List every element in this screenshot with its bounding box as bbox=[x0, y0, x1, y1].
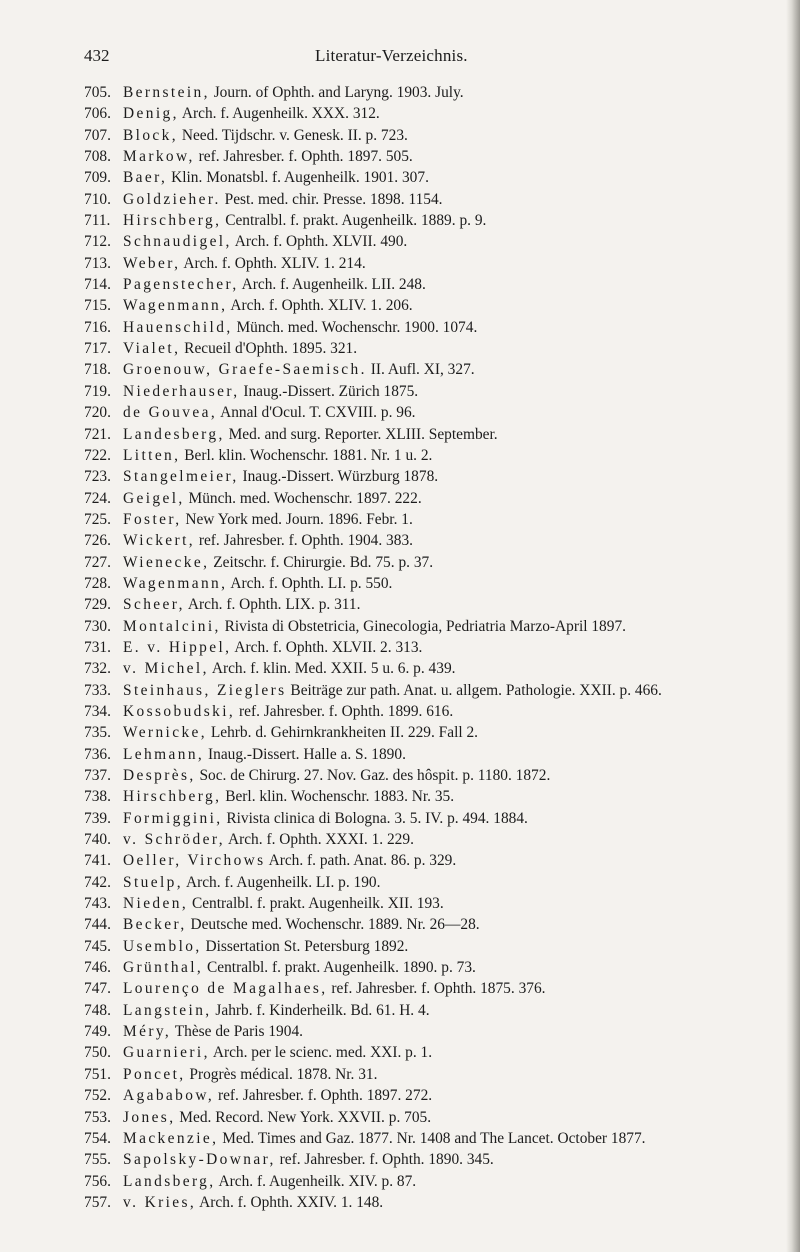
entry-number: 712. bbox=[84, 233, 111, 251]
entry-citation: Arch. f. klin. Med. XXII. 5 u. 6. p. 439. bbox=[208, 660, 456, 678]
entry-citation: ref. Jahresber. f. Ophth. 1890. 345. bbox=[275, 1151, 494, 1169]
entry-text bbox=[123, 978, 546, 999]
entry-citation: Centralbl. f. prakt. Augenheilk. 1890. p. 73. bbox=[203, 959, 476, 977]
bibliography-entry bbox=[0, 424, 800, 445]
entry-citation: Inaug.-Dissert. Würzburg 1878. bbox=[238, 468, 439, 486]
entry-number: 735. bbox=[84, 724, 111, 742]
entry-number: 716. bbox=[84, 318, 111, 336]
entry-number: 750. bbox=[84, 1044, 111, 1062]
bibliography-entry bbox=[0, 189, 800, 210]
bibliography-entry bbox=[0, 658, 800, 679]
entry-author: Wagenmann, bbox=[123, 574, 228, 592]
entry-text bbox=[123, 786, 454, 807]
entry-citation: ref. Jahresber. f. Ophth. 1904. 383. bbox=[195, 532, 413, 550]
bibliography-entry bbox=[0, 893, 800, 914]
entry-text bbox=[123, 658, 456, 679]
entry-author: Niederhauser, bbox=[123, 382, 240, 400]
bibliography-entry bbox=[0, 402, 800, 423]
entry-text bbox=[123, 530, 413, 551]
bibliography-entry bbox=[0, 317, 800, 338]
entry-number: 717. bbox=[84, 340, 111, 358]
entry-text bbox=[123, 744, 406, 765]
bibliography-entry bbox=[0, 445, 800, 466]
entry-text bbox=[123, 1107, 431, 1128]
entry-number: 754. bbox=[84, 1129, 111, 1147]
bibliography-entry bbox=[0, 530, 800, 551]
entry-author: Block, bbox=[123, 126, 179, 144]
entry-author: Pagenstecher, bbox=[123, 276, 239, 294]
entry-number: 742. bbox=[84, 873, 111, 891]
bibliography-entry bbox=[0, 786, 800, 807]
entry-author: v. Schröder, bbox=[123, 831, 225, 849]
entry-author: Méry, bbox=[123, 1023, 172, 1041]
entry-citation: Arch. f. Ophth. XXXI. 1. 229. bbox=[224, 831, 414, 849]
bibliography-entry bbox=[0, 808, 800, 829]
entry-text bbox=[123, 552, 433, 573]
bibliography-entry bbox=[0, 829, 800, 850]
entry-number: 725. bbox=[84, 510, 111, 528]
entry-text bbox=[123, 274, 426, 295]
entry-number: 726. bbox=[84, 532, 111, 550]
entry-citation: Deutsche med. Wochenschr. 1889. Nr. 26—28. bbox=[186, 916, 480, 934]
entry-author: Groenouw, Graefe-Saemisch. bbox=[123, 361, 367, 379]
entry-author: Becker, bbox=[123, 916, 187, 934]
entry-text bbox=[123, 146, 413, 167]
entry-number: 745. bbox=[84, 937, 111, 955]
entry-text bbox=[123, 808, 528, 829]
bibliography-entry bbox=[0, 1085, 800, 1106]
entry-number: 730. bbox=[84, 617, 111, 635]
bibliography-entry bbox=[0, 744, 800, 765]
entry-text bbox=[123, 125, 408, 146]
entry-number: 718. bbox=[84, 361, 111, 379]
bibliography-entry bbox=[0, 295, 800, 316]
bibliography-list bbox=[0, 82, 800, 1213]
entry-number: 728. bbox=[84, 574, 111, 592]
entry-text bbox=[123, 82, 464, 103]
entry-text bbox=[123, 722, 478, 743]
entry-author: Weber, bbox=[123, 254, 181, 272]
entry-text bbox=[123, 466, 438, 487]
entry-number: 744. bbox=[84, 916, 111, 934]
entry-author: Langstein, bbox=[123, 1001, 212, 1019]
entry-text bbox=[123, 914, 480, 935]
entry-citation: Münch. med. Wochenschr. 1900. 1074. bbox=[232, 318, 478, 336]
entry-number: 723. bbox=[84, 468, 111, 486]
entry-text bbox=[123, 103, 380, 124]
entry-number: 720. bbox=[84, 404, 111, 422]
entry-text bbox=[123, 829, 414, 850]
entry-number: 722. bbox=[84, 446, 111, 464]
entry-author: v. Kries, bbox=[123, 1193, 197, 1211]
bibliography-entry bbox=[0, 1149, 800, 1170]
entry-text bbox=[123, 1064, 377, 1085]
bibliography-entry bbox=[0, 146, 800, 167]
bibliography-entry bbox=[0, 1192, 800, 1213]
entry-text bbox=[123, 424, 498, 445]
entry-citation: II. Aufl. XI, 327. bbox=[366, 361, 475, 379]
entry-number: 715. bbox=[84, 297, 111, 315]
entry-number: 734. bbox=[84, 702, 111, 720]
bibliography-entry bbox=[0, 1107, 800, 1128]
entry-author: Lourenço de Magalhaes, bbox=[123, 980, 328, 998]
entry-number: 727. bbox=[84, 553, 111, 571]
bibliography-entry bbox=[0, 381, 800, 402]
entry-text bbox=[123, 295, 413, 316]
entry-citation: Arch. f. Ophth. LIX. p. 311. bbox=[184, 596, 361, 614]
entry-citation: Soc. de Chirurg. 27. Nov. Gaz. des hôspit. p. 1180. 1872. bbox=[195, 767, 551, 784]
entry-author: Guarnieri, bbox=[123, 1044, 210, 1062]
bibliography-entry bbox=[0, 1171, 800, 1192]
entry-text bbox=[123, 573, 392, 594]
entry-number: 747. bbox=[84, 980, 111, 998]
entry-text bbox=[123, 637, 422, 658]
entry-citation: Med. Times and Gaz. 1877. Nr. 1408 and The Lancet. October 1877. bbox=[218, 1129, 646, 1147]
running-title: Literatur-Verzeichnis. bbox=[315, 46, 468, 65]
bibliography-entry bbox=[0, 1064, 800, 1085]
entry-author: Hauenschild, bbox=[123, 318, 233, 336]
bibliography-entry bbox=[0, 616, 800, 637]
entry-citation: Arch. f. Ophth. XLIV. 1. 206. bbox=[227, 297, 413, 315]
entry-number: 705. bbox=[84, 84, 111, 101]
entry-citation: Zeitschr. f. Chirurgie. Bd. 75. p. 37. bbox=[209, 553, 434, 571]
entry-text bbox=[123, 1149, 494, 1170]
entry-number: 710. bbox=[84, 190, 111, 208]
entry-number: 741. bbox=[84, 852, 111, 870]
bibliography-entry bbox=[0, 509, 800, 530]
entry-citation: New York med. Journ. 1896. Febr. 1. bbox=[181, 510, 413, 528]
entry-number: 719. bbox=[84, 382, 111, 400]
entry-text bbox=[123, 253, 366, 274]
entry-citation: Need. Tijdschr. v. Genesk. II. p. 723. bbox=[178, 126, 408, 144]
entry-citation: Inaug.-Dissert. Zürich 1875. bbox=[239, 382, 419, 400]
entry-author: Hirschberg, bbox=[123, 212, 222, 230]
bibliography-entry bbox=[0, 957, 800, 978]
entry-citation: ref. Jahresber. f. Ophth. 1899. 616. bbox=[235, 702, 454, 720]
entry-number: 707. bbox=[84, 126, 111, 144]
entry-author: Mackenzie, bbox=[123, 1129, 219, 1147]
entry-citation: Annal d'Ocul. T. CXVIII. p. 96. bbox=[217, 404, 416, 422]
entry-citation: Dissertation St. Petersburg 1892. bbox=[201, 937, 409, 955]
entry-author: Baer, bbox=[123, 169, 168, 187]
entry-number: 724. bbox=[84, 489, 111, 507]
entry-author: Wernicke, bbox=[123, 724, 208, 742]
entry-author: Bernstein, bbox=[123, 84, 210, 101]
entry-number: 711. bbox=[84, 212, 111, 230]
entry-number: 737. bbox=[84, 767, 111, 784]
bibliography-entry bbox=[0, 722, 800, 743]
entry-author: Jones, bbox=[123, 1108, 176, 1126]
bibliography-entry bbox=[0, 103, 800, 124]
bibliography-entry bbox=[0, 125, 800, 146]
entry-number: 736. bbox=[84, 745, 111, 763]
entry-text bbox=[123, 359, 475, 380]
bibliography-entry bbox=[0, 637, 800, 658]
entry-text bbox=[123, 936, 408, 957]
entry-citation: Med. and surg. Reporter. XLIII. September. bbox=[224, 425, 498, 443]
entry-text bbox=[123, 893, 444, 914]
entry-number: 751. bbox=[84, 1065, 111, 1083]
entry-number: 740. bbox=[84, 831, 111, 849]
entry-author: Geigel, bbox=[123, 489, 185, 507]
entry-text bbox=[123, 338, 357, 359]
bibliography-entry bbox=[0, 850, 800, 871]
entry-text bbox=[123, 210, 486, 231]
entry-author: Sapolsky-Downar, bbox=[123, 1151, 276, 1169]
entry-citation: Inaug.-Dissert. Halle a. S. 1890. bbox=[204, 745, 406, 763]
entry-text bbox=[123, 701, 453, 722]
entry-number: 746. bbox=[84, 959, 111, 977]
entry-author: Denig, bbox=[123, 105, 179, 123]
entry-citation: Arch. f. path. Anat. 86. p. 329. bbox=[265, 852, 457, 870]
entry-text bbox=[123, 231, 407, 252]
entry-citation: Recueil d'Ophth. 1895. 321. bbox=[180, 340, 358, 358]
entry-number: 755. bbox=[84, 1151, 111, 1169]
entry-citation: ref. Jahresber. f. Ophth. 1897. 505. bbox=[194, 148, 413, 166]
bibliography-entry bbox=[0, 82, 800, 103]
entry-author: Goldzieher. bbox=[123, 190, 221, 208]
entry-author: Wickert, bbox=[123, 532, 195, 550]
entry-citation: Arch. f. Ophth. XXIV. 1. 148. bbox=[196, 1193, 384, 1211]
bibliography-entry bbox=[0, 210, 800, 231]
entry-citation: Arch. f. Ophth. XLVII. 2. 313. bbox=[231, 638, 423, 656]
entry-citation: Progrès médical. 1878. Nr. 31. bbox=[185, 1065, 378, 1083]
entry-author: Litten, bbox=[123, 446, 181, 464]
entry-text bbox=[123, 1000, 430, 1021]
entry-author: Montalcini, bbox=[123, 617, 221, 635]
entry-number: 749. bbox=[84, 1023, 111, 1041]
bibliography-entry bbox=[0, 1000, 800, 1021]
entry-citation: Journ. of Ophth. and Laryng. 1903. July. bbox=[209, 84, 464, 101]
entry-citation: Lehrb. d. Gehirnkrankheiten II. 229. Fall 2. bbox=[207, 724, 479, 742]
bibliography-entry bbox=[0, 978, 800, 999]
entry-author: Foster, bbox=[123, 510, 182, 528]
entry-text bbox=[123, 1042, 432, 1063]
bibliography-entry bbox=[0, 359, 800, 380]
bibliography-entry bbox=[0, 1128, 800, 1149]
entry-text bbox=[123, 317, 477, 338]
entry-author: Formiggini, bbox=[123, 809, 223, 827]
entry-author: Hirschberg, bbox=[123, 788, 222, 806]
entry-text bbox=[123, 1192, 383, 1213]
entry-text bbox=[123, 167, 429, 188]
entry-author: Stangelmeier, bbox=[123, 468, 239, 486]
entry-citation: Pest. med. chir. Presse. 1898. 1154. bbox=[220, 190, 443, 208]
entry-author: Wagenmann, bbox=[123, 297, 228, 315]
entry-author: Nieden, bbox=[123, 895, 189, 913]
entry-author: Scheer, bbox=[123, 596, 185, 614]
entry-citation: Arch. f. Augenheilk. XIV. p. 87. bbox=[215, 1172, 417, 1190]
entry-number: 713. bbox=[84, 254, 111, 272]
entry-citation: Klin. Monatsbl. f. Augenheilk. 1901. 307. bbox=[167, 169, 429, 187]
entry-citation: Med. Record. New York. XXVII. p. 705. bbox=[175, 1108, 432, 1126]
entry-number: 709. bbox=[84, 169, 111, 187]
entry-number: 714. bbox=[84, 276, 111, 294]
entry-citation: Centralbl. f. prakt. Augenheilk. 1889. p. 9. bbox=[221, 212, 487, 230]
bibliography-entry bbox=[0, 936, 800, 957]
bibliography-entry bbox=[0, 914, 800, 935]
entry-author: v. Michel, bbox=[123, 660, 209, 678]
entry-text bbox=[123, 872, 380, 893]
entry-text bbox=[123, 616, 626, 637]
entry-citation: Arch. f. Augenheilk. LII. 248. bbox=[238, 276, 426, 294]
entry-author: Agababow, bbox=[123, 1087, 215, 1105]
entry-author: E. v. Hippel, bbox=[123, 638, 232, 656]
entry-number: 743. bbox=[84, 895, 111, 913]
entry-number: 739. bbox=[84, 809, 111, 827]
bibliography-entry bbox=[0, 701, 800, 722]
entry-text bbox=[123, 850, 456, 871]
bibliography-entry bbox=[0, 573, 800, 594]
entry-author: Wienecke, bbox=[123, 553, 210, 571]
bibliography-entry bbox=[0, 488, 800, 509]
bibliography-entry bbox=[0, 231, 800, 252]
bibliography-entry bbox=[0, 680, 800, 701]
bibliography-entry bbox=[0, 253, 800, 274]
entry-text bbox=[123, 1085, 432, 1106]
entry-citation: Arch. f. Ophth. XLVII. 490. bbox=[231, 233, 408, 251]
entry-number: 708. bbox=[84, 148, 111, 166]
entry-citation: Arch. f. Augenheilk. XXX. 312. bbox=[178, 105, 380, 123]
entry-citation: Arch. f. Ophth. XLIV. 1. 214. bbox=[180, 254, 366, 272]
entry-text bbox=[123, 680, 662, 701]
bibliography-entry bbox=[0, 274, 800, 295]
entry-text bbox=[123, 1021, 303, 1042]
entry-citation: Rivista di Obstetricia, Ginecologia, Pedriatria Marzo-April 1897. bbox=[220, 617, 626, 635]
entry-number: 738. bbox=[84, 788, 111, 806]
entry-text bbox=[123, 1171, 416, 1192]
bibliography-entry bbox=[0, 765, 800, 786]
entry-citation: Rivista clinica di Bologna. 3. 5. IV. p. 494. 1884. bbox=[222, 809, 528, 827]
entry-number: 729. bbox=[84, 596, 111, 614]
entry-number: 732. bbox=[84, 660, 111, 678]
entry-citation: Arch. f. Augenheilk. LI. p. 190. bbox=[182, 873, 381, 891]
entry-text bbox=[123, 488, 422, 509]
bibliography-entry bbox=[0, 466, 800, 487]
bibliography-entry bbox=[0, 1042, 800, 1063]
entry-author: Markow, bbox=[123, 148, 195, 166]
entry-number: 706. bbox=[84, 105, 111, 123]
bibliography-entry bbox=[0, 594, 800, 615]
entry-number: 756. bbox=[84, 1172, 111, 1190]
entry-text bbox=[123, 509, 413, 530]
entry-citation: Arch. per le scienc. med. XXI. p. 1. bbox=[209, 1044, 433, 1062]
entry-author: Poncet, bbox=[123, 1065, 186, 1083]
bibliography-entry bbox=[0, 872, 800, 893]
entry-text bbox=[123, 381, 418, 402]
bibliography-entry bbox=[0, 338, 800, 359]
entry-author: Steinhaus, Zieglers bbox=[123, 681, 287, 699]
entry-number: 753. bbox=[84, 1108, 111, 1126]
entry-citation: Centralbl. f. prakt. Augenheilk. XII. 193. bbox=[188, 895, 444, 913]
entry-number: 757. bbox=[84, 1193, 111, 1211]
entry-citation: Berl. klin. Wochenschr. 1883. Nr. 35. bbox=[221, 788, 455, 806]
page-header bbox=[0, 46, 800, 70]
entry-number: 721. bbox=[84, 425, 111, 443]
entry-number: 731. bbox=[84, 638, 111, 656]
entry-text bbox=[123, 402, 416, 423]
entry-citation: Berl. klin. Wochenschr. 1881. Nr. 1 u. 2. bbox=[180, 446, 433, 464]
bibliography-entry bbox=[0, 552, 800, 573]
entry-text bbox=[123, 594, 360, 615]
entry-author: Landesberg, bbox=[123, 425, 225, 443]
entry-author: de Gouvea, bbox=[123, 404, 218, 422]
entry-text bbox=[123, 445, 432, 466]
entry-author: Grünthal, bbox=[123, 959, 204, 977]
entry-text bbox=[123, 765, 550, 786]
entry-author: Kossobudski, bbox=[123, 702, 236, 720]
entry-citation: Beiträge zur path. Anat. u. allgem. Pathologie. XXII. p. 466. bbox=[286, 681, 662, 699]
entry-text bbox=[123, 1128, 646, 1149]
entry-author: Schnaudigel, bbox=[123, 233, 232, 251]
entry-citation: Jahrb. f. Kinderheilk. Bd. 61. H. 4. bbox=[211, 1001, 430, 1019]
entry-author: Landsberg, bbox=[123, 1172, 216, 1190]
entry-citation: Münch. med. Wochenschr. 1897. 222. bbox=[184, 489, 422, 507]
entry-author: Usemblo, bbox=[123, 937, 202, 955]
entry-author: Desprès, bbox=[123, 767, 196, 784]
entry-citation: ref. Jahresber. f. Ophth. 1875. 376. bbox=[327, 980, 546, 998]
entry-author: Oeller, Virchows bbox=[123, 852, 266, 870]
entry-number: 752. bbox=[84, 1087, 111, 1105]
entry-citation: ref. Jahresber. f. Ophth. 1897. 272. bbox=[214, 1087, 433, 1105]
entry-text bbox=[123, 957, 476, 978]
page-number: 432 bbox=[84, 46, 110, 65]
entry-author: Vialet, bbox=[123, 340, 181, 358]
entry-citation: Thèse de Paris 1904. bbox=[171, 1023, 303, 1041]
bibliography-entry bbox=[0, 1021, 800, 1042]
bibliography-entry bbox=[0, 167, 800, 188]
entry-number: 748. bbox=[84, 1001, 111, 1019]
entry-text bbox=[123, 189, 443, 210]
entry-number: 733. bbox=[84, 681, 111, 699]
entry-author: Stuelp, bbox=[123, 873, 183, 891]
entry-author: Lehmann, bbox=[123, 745, 205, 763]
entry-citation: Arch. f. Ophth. LI. p. 550. bbox=[227, 574, 393, 592]
